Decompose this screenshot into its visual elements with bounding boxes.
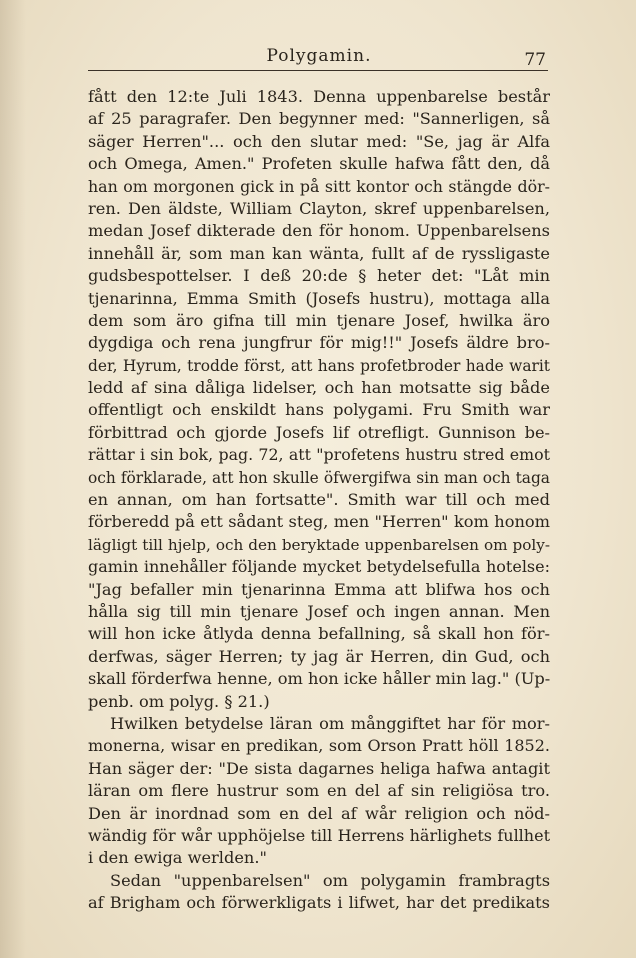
text-line: Hwilken betydelse läran om månggiftet har för mor- bbox=[110, 713, 550, 733]
text-line: lägligt till hjelp, och den beryktade uppenbarelsen om poly- bbox=[88, 535, 550, 554]
text-line: tjenarinna, Emma Smith (Josefs hustru), mottaga alla bbox=[88, 288, 550, 308]
text-line: gamin innehåller följande mycket betydelsefulla hotelse: bbox=[88, 557, 550, 577]
text-line: säger Herren"... och den slutar med: "Se, jag är Alfa bbox=[88, 131, 550, 151]
text-line: af 25 paragrafer. Den begynner med: "Sannerligen, så bbox=[88, 109, 550, 129]
text-line: han om morgonen gick in på sitt kontor och stängde dör- bbox=[88, 176, 550, 196]
text-line: ledd af sina dåliga lidelser, och han motsatte sig både bbox=[88, 378, 550, 398]
text-line: hålla sig till min tjenare Josef och ingen annan. Men bbox=[88, 601, 550, 621]
text-line: innehåll är, som man kan wänta, fullt af de ryssligaste bbox=[88, 243, 550, 263]
text-line: en annan, om han fortsatte". Smith war till och med bbox=[88, 490, 550, 510]
text-line: Den är inordnad som en del af wår religion och nöd- bbox=[88, 803, 550, 823]
page-header bbox=[88, 42, 550, 72]
page-edge-shadow bbox=[0, 0, 26, 958]
text-line: medan Josef dikterade den för honom. Uppenbarelsens bbox=[88, 221, 550, 241]
text-line: af Brigham och förwerkligats i lifwet, har det predikats bbox=[88, 893, 550, 913]
page-number: 77 bbox=[524, 50, 546, 70]
text-line: dem som äro gifna till min tjenare Josef, hwilka äro bbox=[88, 310, 550, 330]
text-line: Han säger der: "De sista dagarnes heliga hafwa antagit bbox=[88, 758, 550, 778]
text-line: penb. om polyg. § 21.) bbox=[88, 691, 270, 711]
text-line: gudsbespottelser. I deß 20:de § heter det: "Låt min bbox=[88, 266, 550, 286]
text-line: och förklarade, att hon skulle öfwergifwa sin man och taga bbox=[88, 468, 550, 487]
text-line: offentligt och enskildt hans polygami. Fru Smith war bbox=[88, 400, 550, 420]
text-line: förberedd på ett sådant steg, men "Herren" kom honom bbox=[88, 512, 550, 532]
text-line: och Omega, Amen." Profeten skulle hafwa fått den, då bbox=[88, 154, 550, 174]
text-line: Sedan "uppenbarelsen" om polygamin frambragts bbox=[110, 870, 550, 890]
text-line: rättar i sin bok, pag. 72, att "profetens hustru stred emot bbox=[88, 445, 550, 465]
text-line: der, Hyrum, trodde först, att hans profetbroder hade warit bbox=[88, 356, 550, 375]
header-rule bbox=[88, 70, 548, 71]
text-line: fått den 12:te Juli 1843. Denna uppenbarelse består bbox=[88, 87, 550, 106]
text-line: will hon icke åtlyda denna befallning, så skall hon för- bbox=[88, 624, 550, 644]
text-line: dygdiga och rena jungfrur för mig!!" Josefs äldre bro- bbox=[88, 333, 550, 353]
body-text bbox=[88, 86, 550, 914]
text-line: skall förderfwa henne, om hon icke håller min lag." (Up- bbox=[88, 669, 550, 689]
text-line: "Jag befaller min tjenarinna Emma att blifwa hos och bbox=[88, 579, 550, 599]
text-line: ren. Den äldste, William Clayton, skref uppenbarelsen, bbox=[88, 198, 550, 218]
text-line: wändig för wår upphöjelse till Herrens härlighets fullhet bbox=[88, 825, 550, 845]
text-line: derfwas, säger Herren; ty jag är Herren, din Gud, och bbox=[88, 646, 550, 666]
text-line: förbittrad och gjorde Josefs lif otrefligt. Gunnison be- bbox=[88, 422, 550, 442]
running-title: Polygamin. bbox=[266, 46, 372, 66]
text-line: i den ewiga werlden." bbox=[88, 848, 267, 868]
text-line: monerna, wisar en predikan, som Orson Pratt höll 1852. bbox=[88, 736, 550, 756]
text-line: läran om flere hustrur som en del af sin religiösa tro. bbox=[88, 781, 550, 801]
